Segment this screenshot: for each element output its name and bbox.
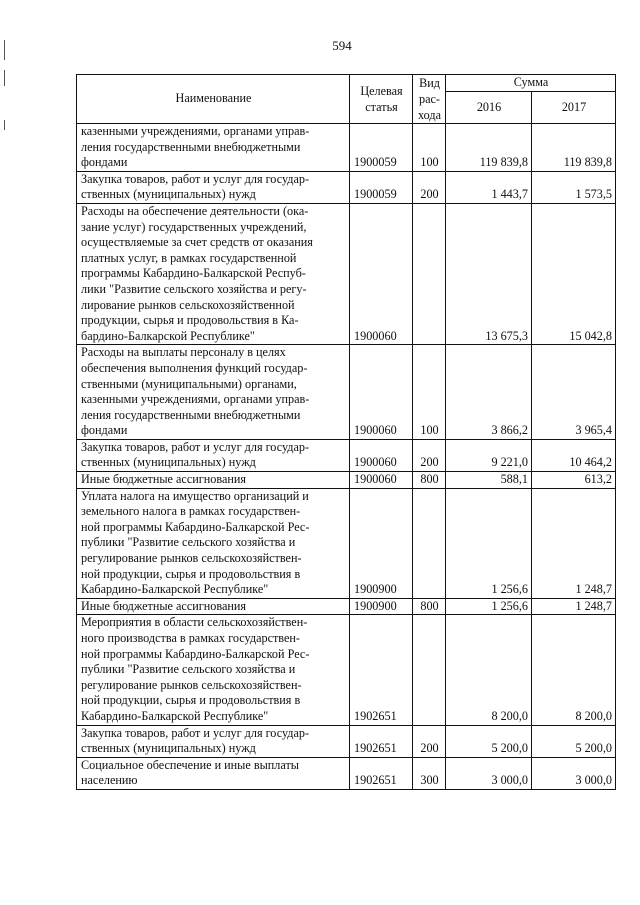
row-sum-2017: 1 248,7 [532,488,616,598]
table-row [77,488,616,598]
row-name: Мероприятия в области сельскохозяйствен- ного производства в рамках государствен- ной программы Кабардино-Балкарской Рес- публики "Развитие сельского хозяйства и регулирование рынков сельскохозяйствен- ной продукции, сырья и продовольствия в Кабардино-Балкарской Республике" [77,615,350,725]
row-article: 1900059 [350,124,413,172]
table-row [77,598,616,615]
row-name: Иные бюджетные ассигнования [77,598,350,615]
row-kind: 200 [413,171,446,203]
table-row [77,615,616,725]
row-article: 1902651 [350,725,413,757]
row-sum-2016: 119 839,8 [446,124,532,172]
row-sum-2017: 15 042,8 [532,203,616,344]
header-name: Наименование [77,75,350,124]
row-sum-2016: 1 256,6 [446,598,532,615]
row-name: Социальное обеспечение и иные выплаты населению [77,757,350,789]
row-name: Уплата налога на имущество организаций и земельного налога в рамках государствен- ной программы Кабардино-Балкарской Рес- публики "Развитие сельского хозяйства и регулирование рынков сельскохозяйствен- ной продукции, сырья и продовольствия в Кабардино-Балкарской Республике" [77,488,350,598]
row-name: Закупка товаров, работ и услуг для государ- ственных (муниципальных) нужд [77,725,350,757]
row-article: 1900060 [350,203,413,344]
row-sum-2017: 119 839,8 [532,124,616,172]
scan-edge-mark [4,120,5,130]
header-sum: Сумма [446,75,616,92]
scan-edge-mark [4,40,5,60]
row-sum-2016: 1 443,7 [446,171,532,203]
row-name: казенными учреждениями, органами управ- ления государственными внебюджетными фондами [77,124,350,172]
table-row [77,203,616,344]
header-article [350,75,413,124]
row-sum-2016: 3 000,0 [446,757,532,789]
table-row [77,124,616,172]
row-kind [413,203,446,344]
header-year-2017: 2017 [532,92,616,124]
row-article: 1902651 [350,757,413,789]
table-row [77,171,616,203]
row-sum-2017: 5 200,0 [532,725,616,757]
row-name: Закупка товаров, работ и услуг для государ- ственных (муниципальных) нужд [77,171,350,203]
row-sum-2016: 588,1 [446,472,532,489]
header-kind-text: Вид рас-хода [418,76,441,122]
row-kind: 200 [413,725,446,757]
row-article: 1902651 [350,615,413,725]
row-sum-2016: 5 200,0 [446,725,532,757]
budget-table [76,74,616,790]
row-name: Иные бюджетные ассигнования [77,472,350,489]
table-row [77,439,616,471]
row-sum-2016: 3 866,2 [446,345,532,440]
row-sum-2017: 10 464,2 [532,439,616,471]
row-name: Расходы на обеспечение деятельности (ока- зание услуг) государственных учреждений, осуществляемые за счет средств от оказания платных услуг, в рамках государственной программы Кабардино-Балкарской Респуб- лики "Развитие сельского хозяйства и регу- лирование рынков сельскохозяйственной продукции, сырья и продовольствия в Ка- бардино-Балкарской Республике" [77,203,350,344]
row-kind [413,488,446,598]
row-kind: 200 [413,439,446,471]
row-sum-2016: 8 200,0 [446,615,532,725]
row-sum-2017: 1 573,5 [532,171,616,203]
table-header [77,75,616,124]
row-article: 1900060 [350,439,413,471]
row-sum-2017: 8 200,0 [532,615,616,725]
row-kind [413,615,446,725]
row-sum-2016: 13 675,3 [446,203,532,344]
row-name: Закупка товаров, работ и услуг для государ- ственных (муниципальных) нужд [77,439,350,471]
header-year-2016: 2016 [446,92,532,124]
scan-edge-mark [4,70,5,86]
row-article: 1900060 [350,345,413,440]
table-row [77,472,616,489]
row-kind: 300 [413,757,446,789]
row-kind: 100 [413,124,446,172]
row-sum-2017: 3 000,0 [532,757,616,789]
row-article: 1900900 [350,488,413,598]
table-body [77,124,616,790]
header-article-text: Целевая статья [360,84,403,114]
row-kind: 100 [413,345,446,440]
row-sum-2017: 3 965,4 [532,345,616,440]
header-kind [413,75,446,124]
row-name: Расходы на выплаты персоналу в целях обеспечения выполнения функций государ- ственными (муниципальными) органами, казенными учреждениями, органами управ- ления государственными внебюджетными фондами [77,345,350,440]
row-article: 1900060 [350,472,413,489]
table-row [77,345,616,440]
row-sum-2016: 9 221,0 [446,439,532,471]
row-article: 1900059 [350,171,413,203]
row-sum-2017: 613,2 [532,472,616,489]
row-kind: 800 [413,472,446,489]
table-row [77,757,616,789]
row-article: 1900900 [350,598,413,615]
row-kind: 800 [413,598,446,615]
page-number: 594 [332,38,352,53]
row-sum-2016: 1 256,6 [446,488,532,598]
table-row [77,725,616,757]
row-sum-2017: 1 248,7 [532,598,616,615]
